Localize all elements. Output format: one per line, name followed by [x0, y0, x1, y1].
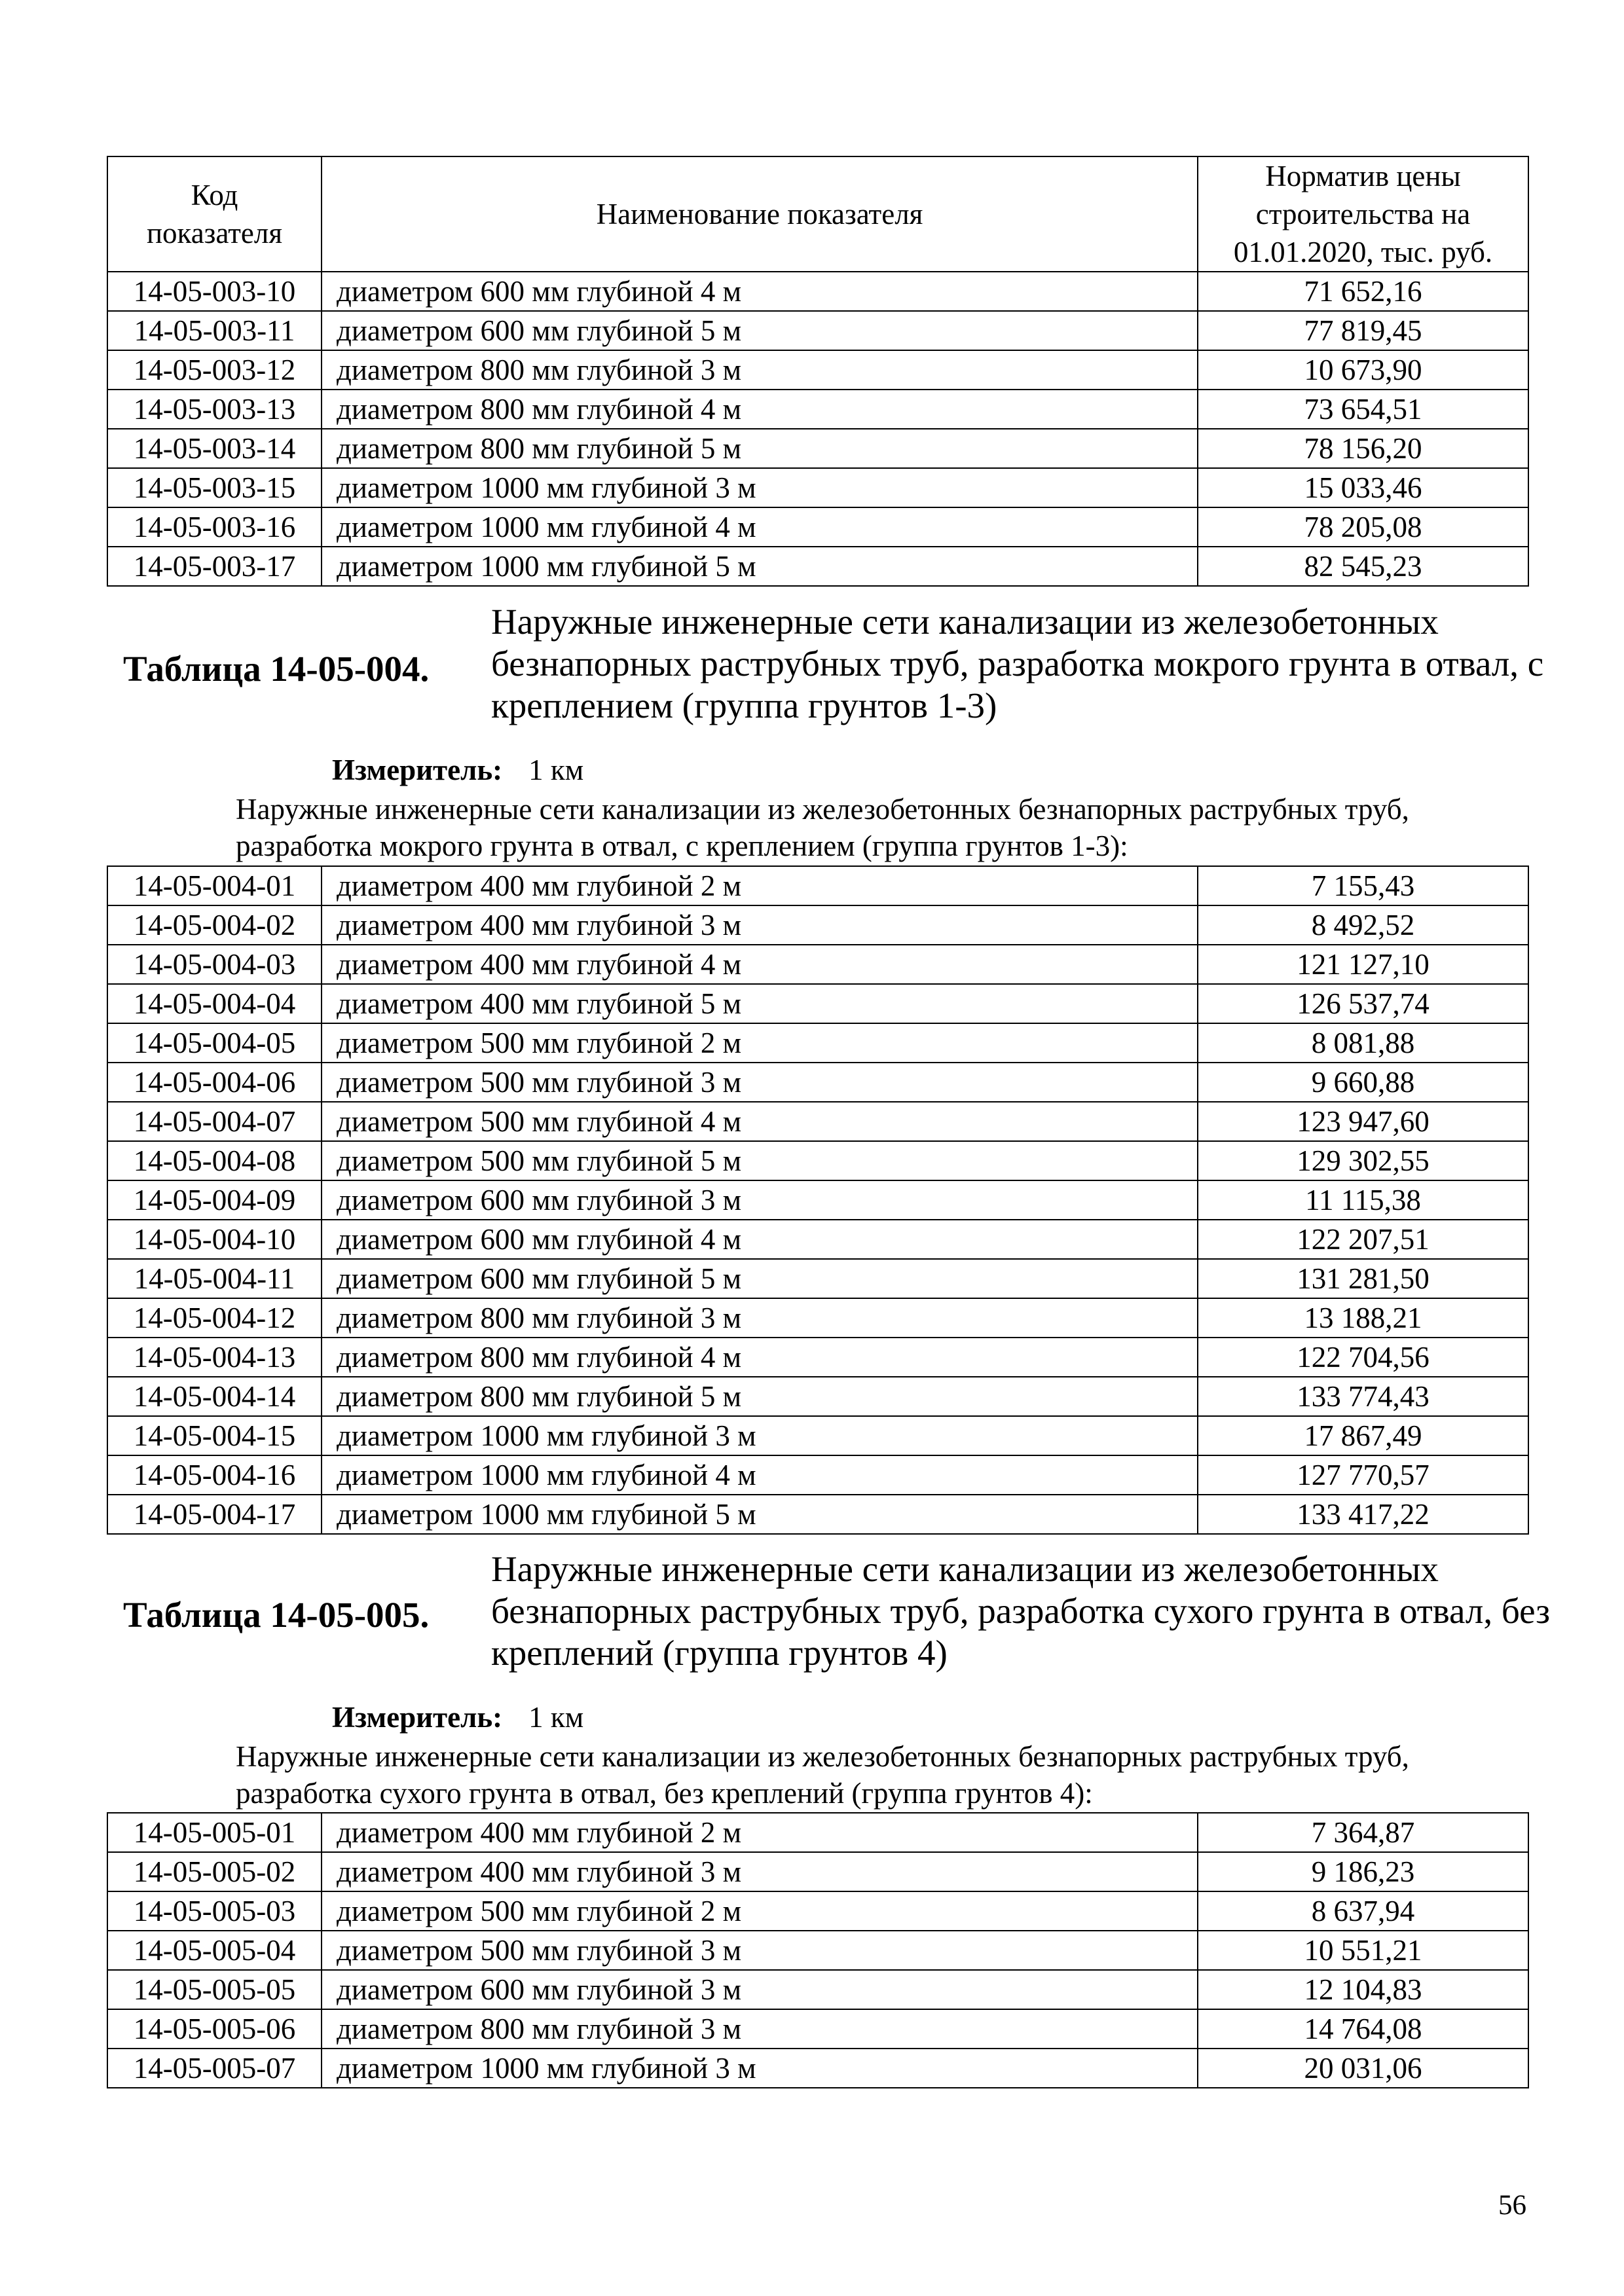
- page-number: 56: [1498, 2190, 1526, 2221]
- table-14-05-005: [107, 1812, 1529, 2088]
- cell-name: диаметром 800 мм глубиной 3 м: [322, 1298, 1198, 1338]
- cell-name: диаметром 400 мм глубиной 5 м: [322, 984, 1198, 1023]
- cell-code: 14-05-003-17: [107, 547, 322, 586]
- cell-price: 131 281,50: [1198, 1259, 1528, 1298]
- cell-code: 14-05-004-13: [107, 1338, 322, 1377]
- cell-price: 122 207,51: [1198, 1220, 1528, 1259]
- cell-name: диаметром 400 мм глубиной 2 м: [322, 1813, 1198, 1852]
- cell-price: 17 867,49: [1198, 1416, 1528, 1455]
- cell-name: диаметром 400 мм глубиной 3 м: [322, 905, 1198, 945]
- table-row: [107, 1141, 1528, 1180]
- cell-name: диаметром 1000 мм глубиной 4 м: [322, 1455, 1198, 1495]
- table-row: [107, 1180, 1528, 1220]
- cell-price: 121 127,10: [1198, 945, 1528, 984]
- cell-price: 9 660,88: [1198, 1063, 1528, 1102]
- table-row: [107, 1298, 1528, 1338]
- table-row: [107, 507, 1528, 547]
- cell-price: 10 551,21: [1198, 1931, 1528, 1970]
- table-row: [107, 984, 1528, 1023]
- cell-name: диаметром 400 мм глубиной 4 м: [322, 945, 1198, 984]
- table-row: [107, 1023, 1528, 1063]
- table-004-meter: [332, 753, 583, 787]
- cell-price: 8 081,88: [1198, 1023, 1528, 1063]
- table-row: [107, 866, 1528, 905]
- cell-price: 14 764,08: [1198, 2009, 1528, 2049]
- table-header-row: [107, 156, 1528, 272]
- table-row: [107, 905, 1528, 945]
- table-row: [107, 1063, 1528, 1102]
- cell-price: 13 188,21: [1198, 1298, 1528, 1338]
- table-row: [107, 1455, 1528, 1495]
- cell-price: 7 364,87: [1198, 1813, 1528, 1852]
- cell-name: диаметром 500 мм глубиной 5 м: [322, 1141, 1198, 1180]
- cell-price: 73 654,51: [1198, 390, 1528, 429]
- cell-price: 71 652,16: [1198, 272, 1528, 311]
- table-row: [107, 1416, 1528, 1455]
- cell-name: диаметром 1000 мм глубиной 5 м: [322, 1495, 1198, 1534]
- cell-code: 14-05-005-02: [107, 1852, 322, 1891]
- cell-code: 14-05-004-03: [107, 945, 322, 984]
- cell-price: 12 104,83: [1198, 1970, 1528, 2009]
- cell-code: 14-05-004-14: [107, 1377, 322, 1416]
- cell-name: диаметром 1000 мм глубиной 3 м: [322, 468, 1198, 507]
- table-row: [107, 1852, 1528, 1891]
- cell-name: диаметром 600 мм глубиной 3 м: [322, 1970, 1198, 2009]
- cell-code: 14-05-003-14: [107, 429, 322, 468]
- table-row: [107, 1970, 1528, 2009]
- cell-code: 14-05-003-13: [107, 390, 322, 429]
- cell-code: 14-05-003-11: [107, 311, 322, 350]
- table-004-intro: Наружные инженерные сети канализации из железобетонных безнапорных раструбных труб, разработка мокрого грунта в отвал, с креплением (группа грунтов 1-3):: [236, 793, 1409, 862]
- cell-price: 10 673,90: [1198, 350, 1528, 390]
- cell-code: 14-05-005-06: [107, 2009, 322, 2049]
- cell-code: 14-05-004-09: [107, 1180, 322, 1220]
- cell-price: 78 205,08: [1198, 507, 1528, 547]
- table-row: [107, 945, 1528, 984]
- cell-price: 20 031,06: [1198, 2049, 1528, 2088]
- cell-price: 122 704,56: [1198, 1338, 1528, 1377]
- cell-code: 14-05-005-01: [107, 1813, 322, 1852]
- cell-price: 123 947,60: [1198, 1102, 1528, 1141]
- cell-name: диаметром 800 мм глубиной 3 м: [322, 2009, 1198, 2049]
- cell-code: 14-05-005-07: [107, 2049, 322, 2088]
- table-14-05-003: [107, 156, 1529, 587]
- table-005-title: Наружные инженерные сети канализации из железобетонных безнапорных раструбных труб, разработка сухого грунта в отвал, без креплений (группа грунтов 4): [491, 1549, 1550, 1673]
- header-name: Наименование показателя: [322, 156, 1198, 272]
- cell-code: 14-05-005-05: [107, 1970, 322, 2009]
- cell-name: диаметром 500 мм глубиной 4 м: [322, 1102, 1198, 1141]
- table-005-intro: Наружные инженерные сети канализации из железобетонных безнапорных раструбных труб, разработка сухого грунта в отвал, без креплений (группа грунтов 4):: [236, 1740, 1409, 1810]
- table-005-label: Таблица 14-05-005.: [123, 1595, 430, 1635]
- cell-price: 133 417,22: [1198, 1495, 1528, 1534]
- cell-name: диаметром 600 мм глубиной 5 м: [322, 311, 1198, 350]
- header-price: Норматив цены строительства на 01.01.2020, тыс. руб.: [1198, 156, 1528, 272]
- header-code: Код показателя: [107, 156, 322, 272]
- cell-name: диаметром 800 мм глубиной 5 м: [322, 429, 1198, 468]
- cell-code: 14-05-004-02: [107, 905, 322, 945]
- cell-name: диаметром 500 мм глубиной 2 м: [322, 1023, 1198, 1063]
- cell-price: 129 302,55: [1198, 1141, 1528, 1180]
- table-row: [107, 311, 1528, 350]
- cell-code: 14-05-004-11: [107, 1259, 322, 1298]
- cell-name: диаметром 600 мм глубиной 4 м: [322, 1220, 1198, 1259]
- meter-label: Измеритель:: [332, 1701, 503, 1734]
- cell-name: диаметром 600 мм глубиной 5 м: [322, 1259, 1198, 1298]
- table-row: [107, 272, 1528, 311]
- table-row: [107, 1931, 1528, 1970]
- table-004-title: Наружные инженерные сети канализации из железобетонных безнапорных раструбных труб, разработка мокрого грунта в отвал, с креплением (группа грунтов 1-3): [491, 602, 1544, 725]
- cell-code: 14-05-003-12: [107, 350, 322, 390]
- table-row: [107, 1377, 1528, 1416]
- cell-name: диаметром 1000 мм глубиной 3 м: [322, 2049, 1198, 2088]
- cell-code: 14-05-004-06: [107, 1063, 322, 1102]
- table-005-meter: [332, 1700, 583, 1734]
- cell-price: 9 186,23: [1198, 1852, 1528, 1891]
- cell-code: 14-05-004-07: [107, 1102, 322, 1141]
- meter-label: Измеритель:: [332, 754, 503, 786]
- table-row: [107, 1259, 1528, 1298]
- cell-code: 14-05-004-04: [107, 984, 322, 1023]
- table-row: [107, 1495, 1528, 1534]
- cell-price: 11 115,38: [1198, 1180, 1528, 1220]
- cell-code: 14-05-005-03: [107, 1891, 322, 1931]
- cell-name: диаметром 1000 мм глубиной 4 м: [322, 507, 1198, 547]
- table-row: [107, 429, 1528, 468]
- cell-code: 14-05-004-15: [107, 1416, 322, 1455]
- table-14-05-004: [107, 866, 1529, 1535]
- table-row: [107, 2009, 1528, 2049]
- cell-name: диаметром 500 мм глубиной 3 м: [322, 1931, 1198, 1970]
- cell-code: 14-05-003-15: [107, 468, 322, 507]
- cell-name: диаметром 400 мм глубиной 2 м: [322, 866, 1198, 905]
- cell-price: 15 033,46: [1198, 468, 1528, 507]
- meter-value: 1 км: [528, 754, 584, 786]
- cell-price: 78 156,20: [1198, 429, 1528, 468]
- cell-price: 8 492,52: [1198, 905, 1528, 945]
- cell-code: 14-05-004-01: [107, 866, 322, 905]
- cell-name: диаметром 500 мм глубиной 2 м: [322, 1891, 1198, 1931]
- cell-name: диаметром 800 мм глубиной 4 м: [322, 1338, 1198, 1377]
- meter-value: 1 км: [528, 1701, 584, 1734]
- cell-name: диаметром 500 мм глубиной 3 м: [322, 1063, 1198, 1102]
- cell-name: диаметром 600 мм глубиной 4 м: [322, 272, 1198, 311]
- cell-name: диаметром 1000 мм глубиной 5 м: [322, 547, 1198, 586]
- table-row: [107, 468, 1528, 507]
- cell-name: диаметром 1000 мм глубиной 3 м: [322, 1416, 1198, 1455]
- cell-code: 14-05-003-16: [107, 507, 322, 547]
- table-row: [107, 1813, 1528, 1852]
- cell-price: 77 819,45: [1198, 311, 1528, 350]
- table-row: [107, 1338, 1528, 1377]
- cell-name: диаметром 800 мм глубиной 4 м: [322, 390, 1198, 429]
- table-row: [107, 2049, 1528, 2088]
- cell-name: диаметром 800 мм глубиной 3 м: [322, 350, 1198, 390]
- table-row: [107, 1220, 1528, 1259]
- cell-code: 14-05-004-17: [107, 1495, 322, 1534]
- cell-code: 14-05-004-12: [107, 1298, 322, 1338]
- table-row: [107, 350, 1528, 390]
- cell-price: 8 637,94: [1198, 1891, 1528, 1931]
- cell-code: 14-05-004-16: [107, 1455, 322, 1495]
- cell-price: 127 770,57: [1198, 1455, 1528, 1495]
- cell-code: 14-05-004-08: [107, 1141, 322, 1180]
- table-row: [107, 390, 1528, 429]
- table-row: [107, 1102, 1528, 1141]
- cell-name: диаметром 400 мм глубиной 3 м: [322, 1852, 1198, 1891]
- table-row: [107, 547, 1528, 586]
- cell-name: диаметром 600 мм глубиной 3 м: [322, 1180, 1198, 1220]
- cell-name: диаметром 800 мм глубиной 5 м: [322, 1377, 1198, 1416]
- cell-code: 14-05-004-10: [107, 1220, 322, 1259]
- cell-price: 126 537,74: [1198, 984, 1528, 1023]
- cell-price: 133 774,43: [1198, 1377, 1528, 1416]
- cell-code: 14-05-003-10: [107, 272, 322, 311]
- cell-price: 82 545,23: [1198, 547, 1528, 586]
- table-004-label: Таблица 14-05-004.: [123, 649, 430, 689]
- table-row: [107, 1891, 1528, 1931]
- cell-code: 14-05-004-05: [107, 1023, 322, 1063]
- cell-price: 7 155,43: [1198, 866, 1528, 905]
- cell-code: 14-05-005-04: [107, 1931, 322, 1970]
